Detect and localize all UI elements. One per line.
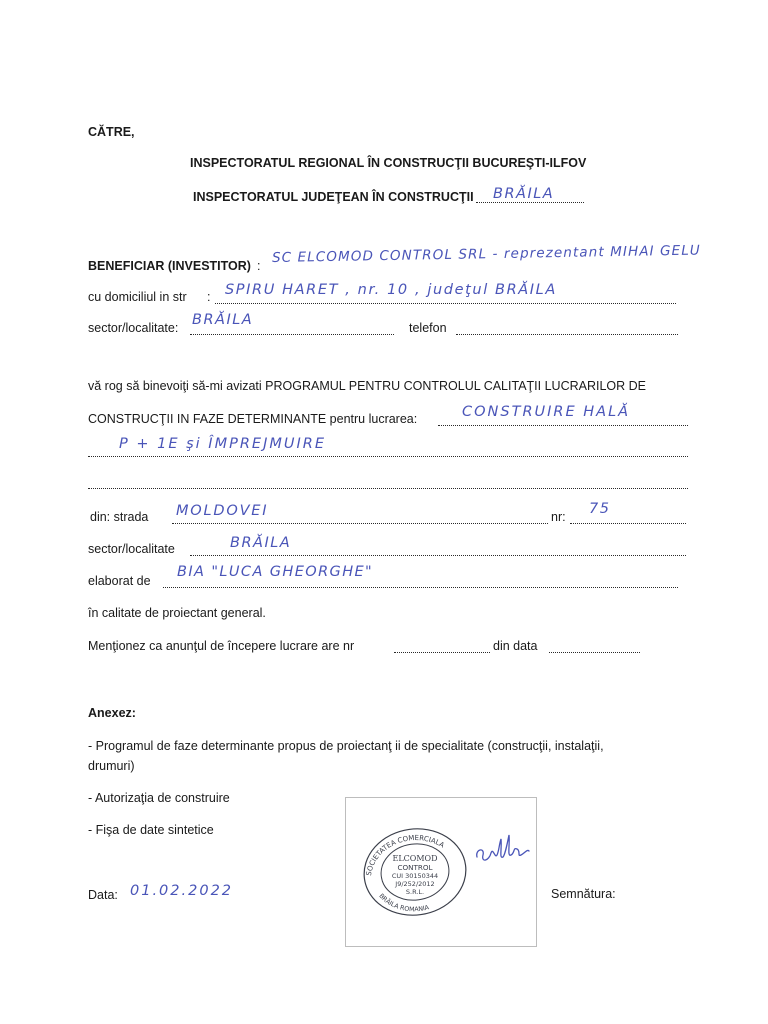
isc-judetean-heading: INSPECTORATUL JUDEŢEAN ÎN CONSTRUCŢII	[193, 190, 474, 204]
signature	[473, 825, 533, 875]
telefon-dotline	[456, 334, 678, 335]
localitate2-dotline	[190, 555, 686, 556]
localitate2-value: BRĂILA	[230, 535, 292, 551]
seal-top-arc: SOCIETATEA COMERCIALA	[364, 834, 446, 877]
anexez-item-1-line-2: drumuri)	[88, 759, 135, 773]
beneficiar-value: SC ELCOMOD CONTROL SRL - reprezentant MIHAI GELU	[271, 242, 701, 266]
domiciliu-colon: :	[207, 290, 211, 304]
company-seal	[357, 822, 473, 918]
isc-regional-heading: INSPECTORATUL REGIONAL ÎN CONSTRUCŢII BUCUREŞTI-ILFOV	[190, 156, 587, 170]
lucrare-dotline-3	[88, 488, 688, 489]
anunt-din-data: din data	[493, 639, 538, 653]
data-value: 01.02.2022	[130, 883, 234, 899]
localitate-value: BRĂILA	[192, 312, 254, 328]
lucrare-value-1: CONSTRUIRE HALĂ	[462, 404, 631, 420]
nr-value: 75	[589, 501, 611, 517]
isc-judetean-dotline	[476, 202, 584, 203]
seal-line-3: CUI 30150344	[391, 872, 439, 880]
strada-dotline	[172, 523, 548, 524]
request-line-1: vă rog să binevoiţi să-mi avizati PROGRAMUL PENTRU CONTROLUL CALITAŢII LUCRARILOR DE	[88, 379, 646, 393]
data-label: Data:	[88, 888, 118, 902]
anunt-text: Menţionez ca anunţul de începere lucrare are nr	[88, 639, 355, 653]
localitate2-label: sector/localitate	[88, 542, 175, 556]
isc-judetean-value: BRĂILA	[493, 186, 555, 202]
anexez-item-2: - Autorizaţia de construire	[88, 791, 230, 805]
nr-dotline	[570, 523, 686, 524]
beneficiar-label: BENEFICIAR (INVESTITOR)	[88, 259, 251, 273]
calitate-text: în calitate de proiectant general.	[88, 606, 266, 620]
localitate-label: sector/localitate:	[88, 321, 179, 335]
seal-line-5: S.R.L.	[405, 888, 425, 896]
addressee-label: CĂTRE,	[88, 125, 135, 139]
elaborat-dotline	[163, 587, 678, 588]
semnatura-label: Semnătura:	[551, 887, 616, 901]
seal-line-4: J9/252/2012	[395, 880, 435, 888]
lucrare-dotline-1	[438, 425, 688, 426]
anexez-item-3: - Fişa de date sintetice	[88, 823, 214, 837]
nr-label: nr:	[551, 510, 566, 524]
domiciliu-dotline	[215, 303, 676, 304]
strada-value: MOLDOVEI	[176, 503, 269, 519]
strada-label: din: strada	[90, 510, 149, 524]
anexez-item-1-line-1: - Programul de faze determinante propus de proiectanţ ii de specialitate (construcţii, instalaţii,	[88, 739, 604, 753]
telefon-label: telefon	[409, 321, 447, 335]
domiciliu-value: SPIRU HARET , nr. 10 , judeţul BRĂILA	[225, 282, 557, 298]
lucrare-value-2: P + 1E şi ÎMPREJMUIRE	[119, 436, 326, 452]
anexez-title: Anexez:	[88, 706, 136, 720]
lucrare-dotline-2	[88, 456, 688, 457]
localitate-dotline	[190, 334, 394, 335]
anunt-nr-dotline	[394, 652, 490, 653]
seal-line-1: ELCOMOD	[392, 854, 438, 863]
domiciliu-label: cu domiciliul in str	[88, 290, 187, 304]
elaborat-value: BIA "LUCA GHEORGHE"	[177, 564, 374, 580]
elaborat-label: elaborat de	[88, 574, 151, 588]
request-line-2: CONSTRUCŢII IN FAZE DETERMINANTE pentru lucrarea:	[88, 412, 418, 426]
anunt-data-dotline	[549, 652, 640, 653]
seal-line-2: CONTROL	[397, 863, 433, 872]
seal-bottom-arc: BRĂILA ROMANIA	[377, 892, 430, 914]
beneficiar-colon: :	[257, 259, 261, 273]
